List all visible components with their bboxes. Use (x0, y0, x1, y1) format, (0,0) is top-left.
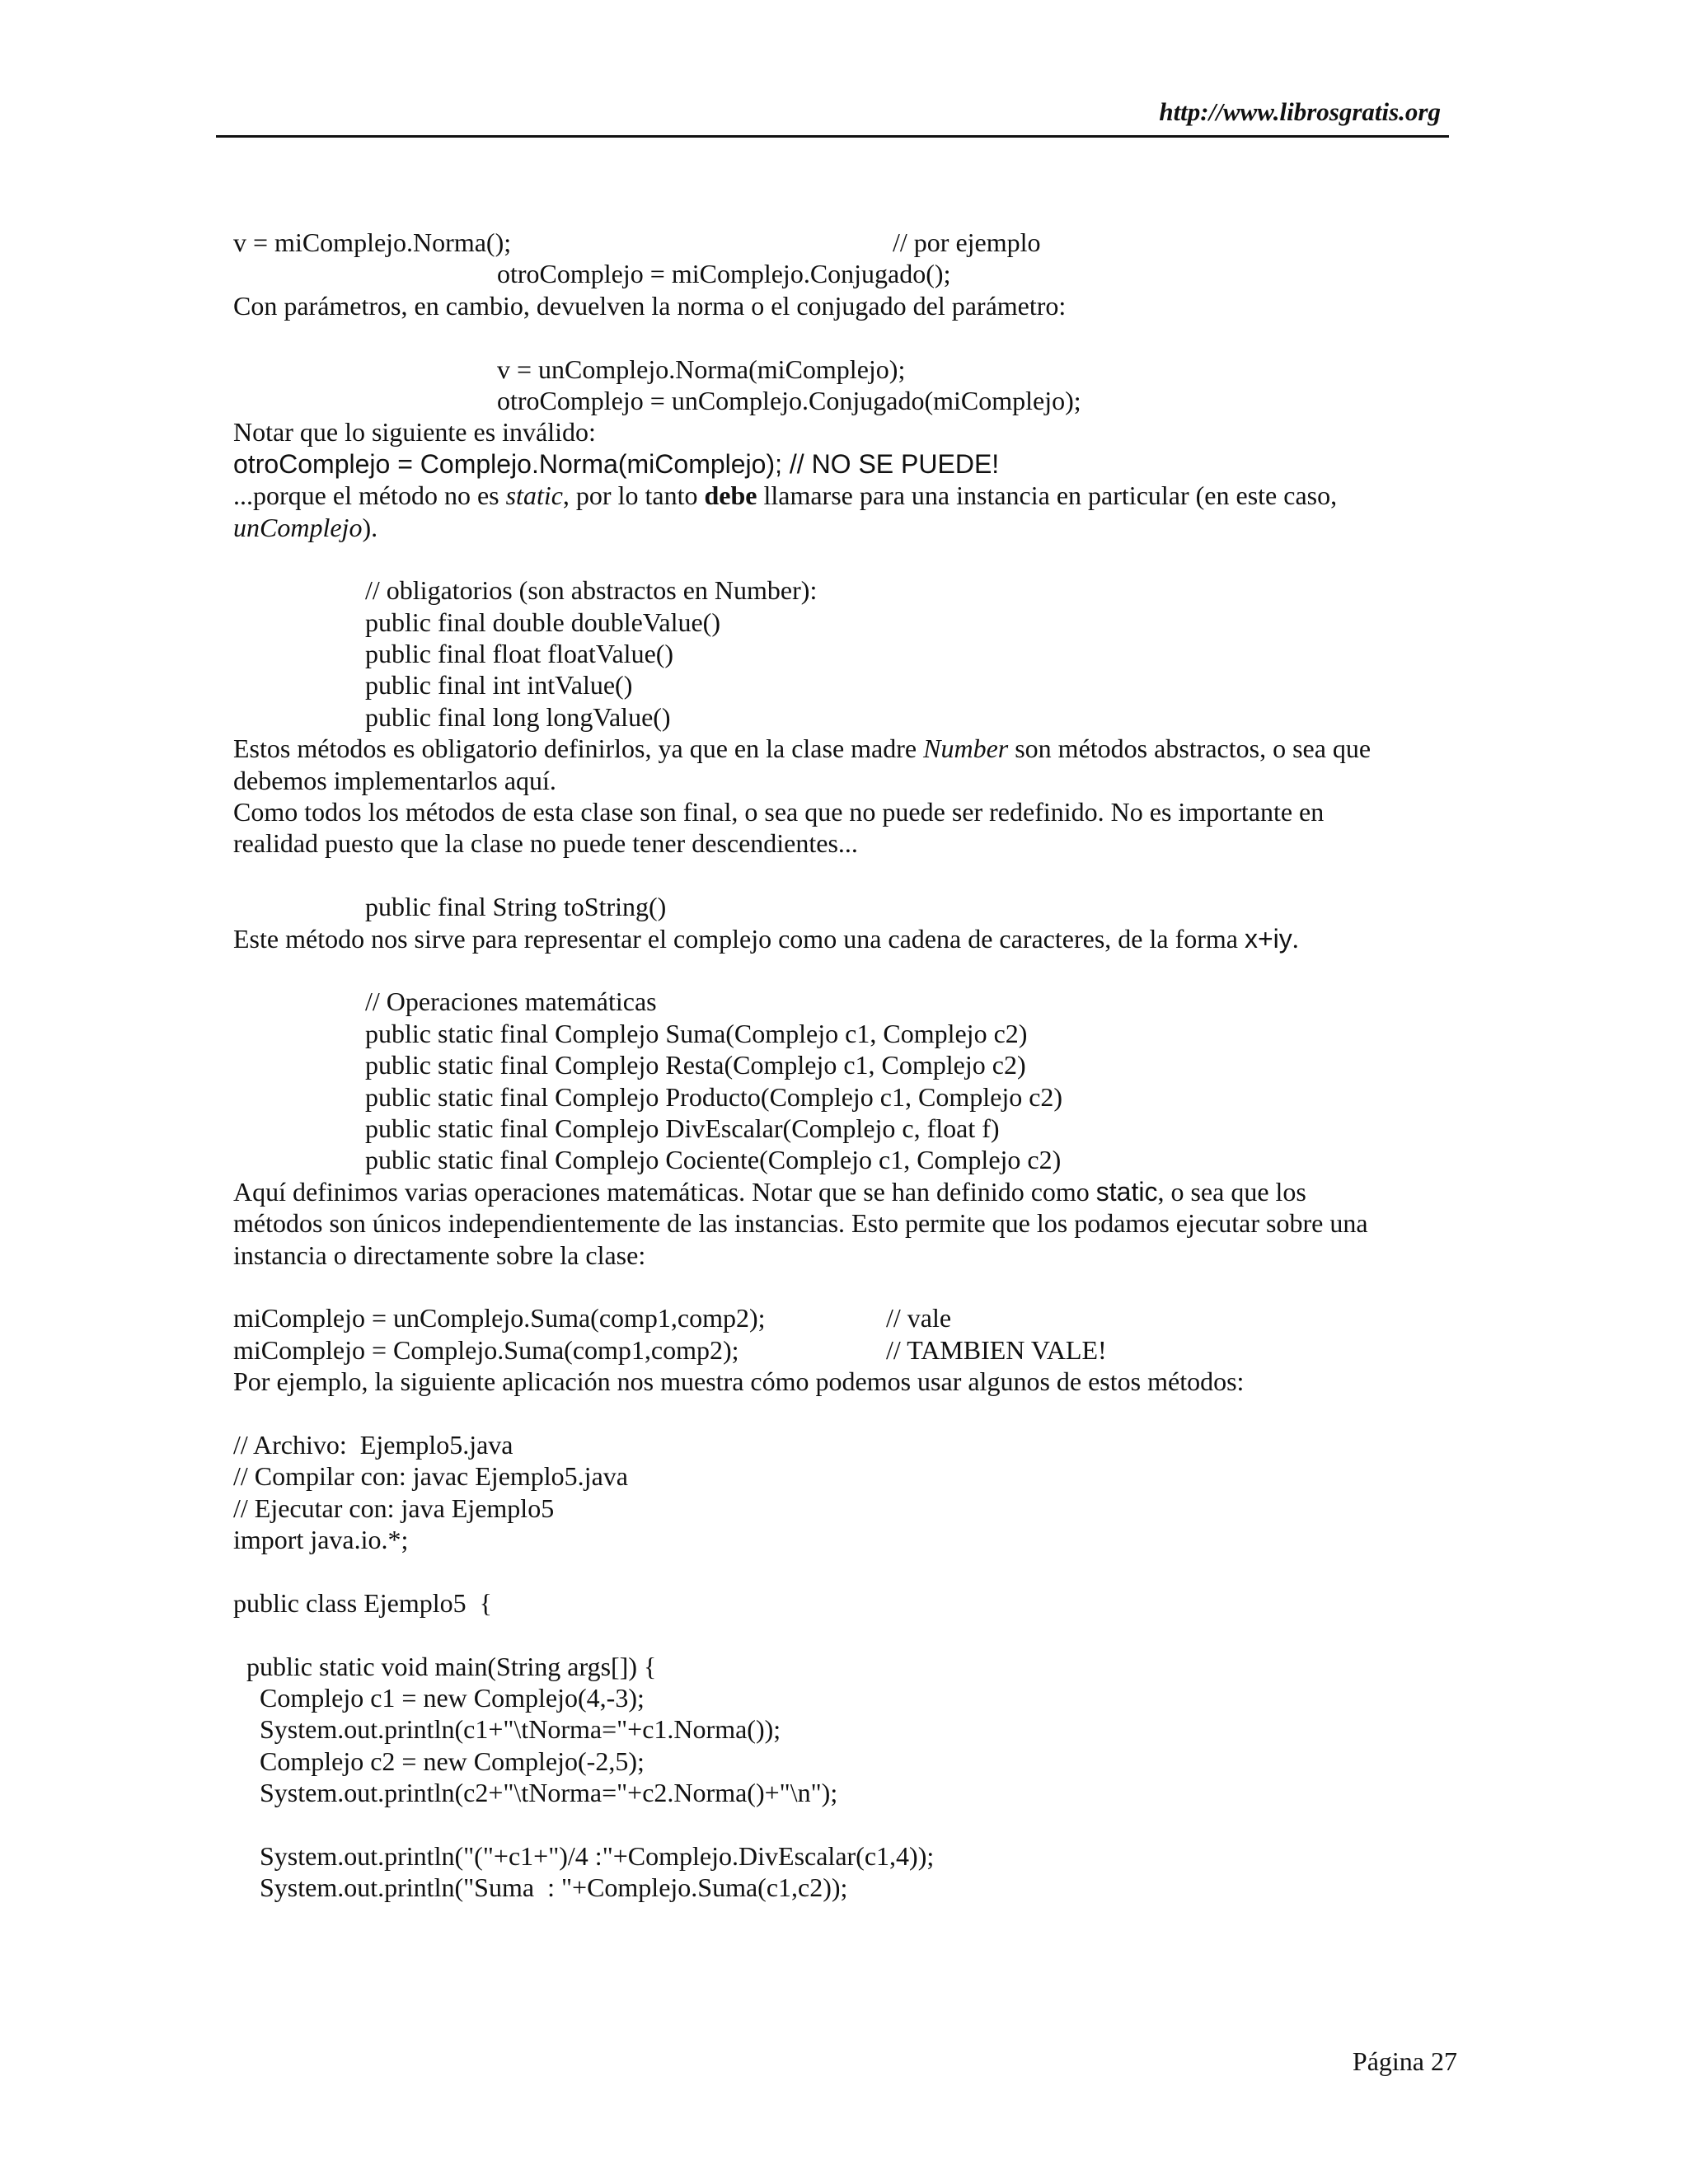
code-line: v = unComplejo.Norma(miComplejo); (497, 354, 906, 384)
text: Aquí definimos varias operaciones matemáticas. Notar que se han definido como (233, 1176, 1096, 1207)
code-text: miComplejo = Complejo.Suma(comp1,comp2); (233, 1334, 739, 1365)
text: , por lo tanto (562, 480, 705, 511)
inline-code: static (1095, 1176, 1158, 1207)
method-signature: public final float floatValue() (365, 639, 674, 669)
page-number: Página 27 (1352, 2046, 1457, 2076)
paragraph-line: Con parámetros, en cambio, devuelven la norma o el conjugado del parámetro: (233, 290, 1067, 321)
code-line (233, 1302, 1449, 1333)
code-line-invalid: otroComplejo = Complejo.Norma(miComplejo); // NO SE PUEDE! (233, 448, 1000, 479)
paragraph-line (233, 480, 1449, 511)
code-line: System.out.println("Suma : "+Complejo.Suma(c1,c2)); (233, 1872, 848, 1903)
method-signature: public static final Complejo DivEscalar(Complejo c, float f) (365, 1113, 1000, 1143)
method-signature: public final String toString() (365, 892, 667, 922)
paragraph-line (233, 733, 1449, 764)
text: Estos métodos es obligatorio definirlos, ya que en la clase madre (233, 733, 924, 764)
code-line: otroComplejo = miComplejo.Conjugado(); (497, 259, 951, 289)
text: ). (362, 512, 378, 542)
text: llamarse para una instancia en particular (en este caso, (757, 480, 1338, 511)
code-line: // Compilar con: javac Ejemplo5.java (233, 1461, 628, 1492)
italic-term: Number (923, 733, 1009, 764)
code-line: Complejo c2 = new Complejo(-2,5); (233, 1746, 645, 1776)
code-line: public static void main(String args[]) { (233, 1651, 657, 1681)
code-comment: // vale (886, 1303, 952, 1333)
paragraph-line: métodos son únicos independientemente de las instancias. Esto permite que los podamos ejecutar sobre una (233, 1208, 1368, 1239)
code-text: v = miComplejo.Norma(); (233, 227, 512, 257)
paragraph-line: Como todos los métodos de esta clase son final, o sea que no puede ser redefinido. No es importante en (233, 797, 1325, 827)
inline-code: x+iy (1244, 923, 1292, 954)
code-line: System.out.println(c2+"\tNorma="+c2.Norma()+"\n"); (233, 1778, 838, 1808)
italic-term: static (505, 480, 563, 511)
paragraph-line: debemos implementarlos aquí. (233, 765, 556, 795)
text: ...porque el método no es (233, 480, 506, 511)
method-signature: public final int intValue() (365, 670, 633, 701)
method-signature: public final long longValue() (365, 701, 671, 732)
header-divider (216, 135, 1449, 138)
code-text: miComplejo = unComplejo.Suma(comp1,comp2); (233, 1303, 766, 1333)
method-signature: public static final Complejo Cociente(Complejo c1, Complejo c2) (365, 1145, 1062, 1175)
paragraph-line: Por ejemplo, la siguiente aplicación nos muestra cómo podemos usar algunos de estos métodos: (233, 1366, 1245, 1397)
method-signature: public static final Complejo Producto(Complejo c1, Complejo c2) (365, 1081, 1063, 1112)
header-url: http://www.librosgratis.org (1159, 97, 1441, 126)
method-signature: public final double doubleValue() (365, 607, 720, 637)
code-comment: // por ejemplo (893, 227, 1041, 257)
code-line: Complejo c1 = new Complejo(4,-3); (233, 1682, 645, 1713)
code-line (233, 1334, 1449, 1366)
paragraph-line: realidad puesto que la clase no puede tener descendientes... (233, 828, 858, 859)
paragraph-line: Notar que lo siguiente es inválido: (233, 417, 596, 448)
method-signature: public static final Complejo Resta(Complejo c1, Complejo c2) (365, 1050, 1026, 1080)
paragraph-line (233, 923, 1449, 954)
code-line: System.out.println("("+c1+")/4 :"+Complejo.DivEscalar(c1,4)); (233, 1840, 935, 1871)
text: , o sea que los (1157, 1176, 1306, 1207)
code-comment: // obligatorios (son abstractos en Number): (365, 575, 818, 606)
paragraph-line (233, 1176, 1449, 1207)
code-line: System.out.println(c1+"\tNorma="+c1.Norma()); (233, 1714, 781, 1745)
paragraph-line (233, 512, 1449, 543)
code-line (233, 227, 1449, 258)
code-line: public class Ejemplo5 { (233, 1587, 492, 1618)
code-line: // Archivo: Ejemplo5.java (233, 1429, 513, 1460)
method-signature: public static final Complejo Suma(Complejo c1, Complejo c2) (365, 1018, 1028, 1048)
code-line: otroComplejo = unComplejo.Conjugado(miComplejo); (497, 385, 1081, 415)
code-line: // Ejecutar con: java Ejemplo5 (233, 1493, 555, 1523)
code-comment: // TAMBIEN VALE! (886, 1334, 1107, 1365)
text: Este método nos sirve para representar el complejo como una cadena de caracteres, de la forma (233, 923, 1245, 954)
code-line: import java.io.*; (233, 1525, 409, 1555)
page-body (233, 227, 1449, 1904)
italic-term: unComplejo (233, 512, 363, 542)
bold-term: debe (704, 480, 757, 511)
text: son métodos abstractos, o sea que (1008, 733, 1372, 764)
paragraph-line: instancia o directamente sobre la clase: (233, 1240, 646, 1270)
code-comment: // Operaciones matemáticas (365, 987, 657, 1017)
text: . (1292, 923, 1299, 954)
